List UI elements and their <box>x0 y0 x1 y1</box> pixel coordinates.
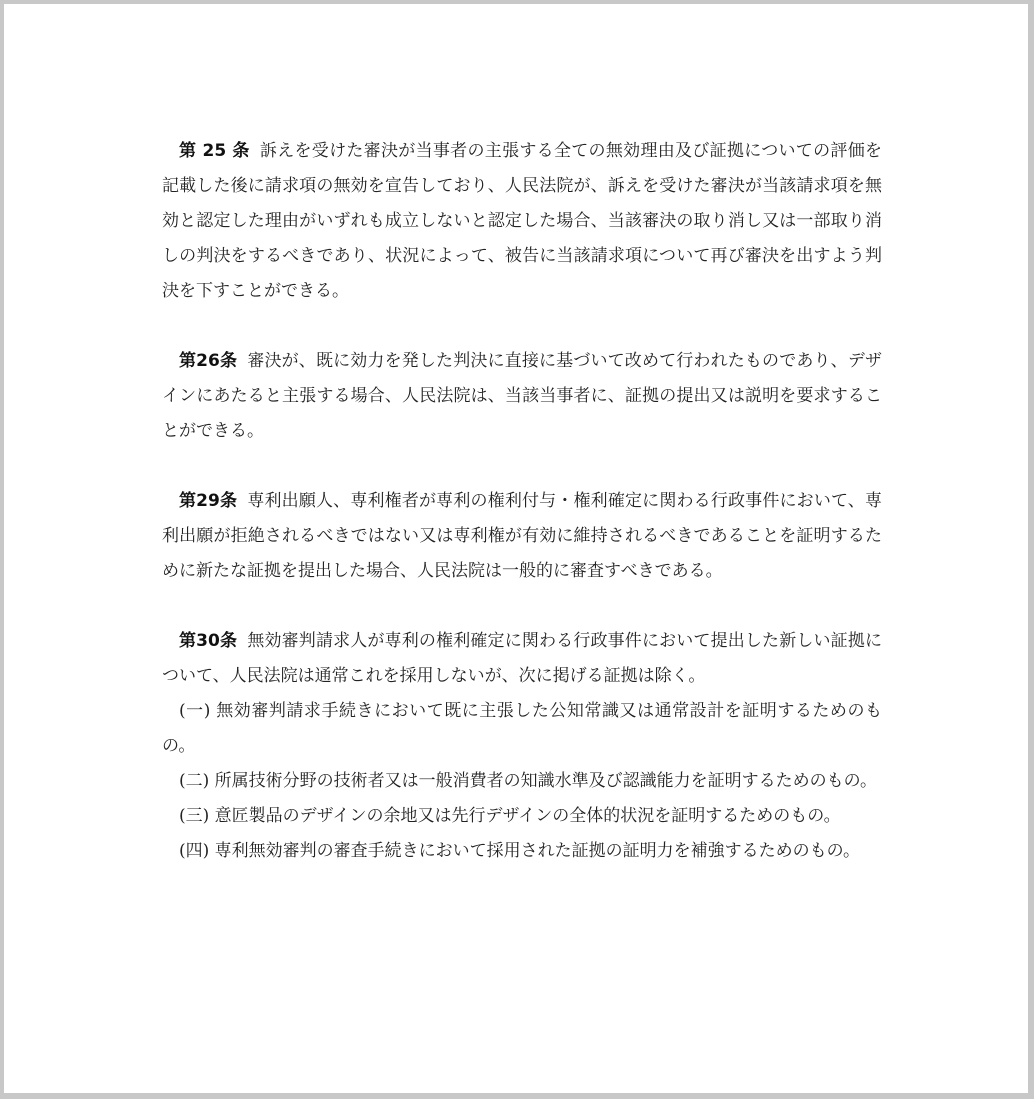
list-item-4: (四) 専利無効審判の審査手続きにおいて採用された証拠の証明力を補強するためのもの。 <box>179 841 860 861</box>
article-body: 専利出願人、専利権者が専利の権利付与・権利確定に関わる行政事件において、専利出願が拒絶されるべきではない又は専利権が有効に維持されるべきであることを証明するために新たな証拠を提出した場合、人民法院は一般的に審査すべきである。 <box>162 491 882 581</box>
article-body: 審決が、既に効力を発した判決に直接に基づいて改めて行われたものであり、デザインにあたると主張する場合、人民法院は、当該当事者に、証拠の提出又は説明を要求することができる。 <box>162 351 882 441</box>
article-25 <box>162 134 882 309</box>
article-paragraph <box>162 624 882 694</box>
list-item-1: (一) 無効審判請求手続きにおいて既に主張した公知常識又は通常設計を証明するためのもの。 <box>162 701 882 756</box>
article-paragraph <box>162 484 882 589</box>
article-paragraph <box>162 344 882 449</box>
article-body: 無効審判請求人が専利の権利確定に関わる行政事件において提出した新しい証拠について、人民法院は通常これを採用しないが、次に掲げる証拠は除く。 <box>162 631 882 686</box>
article-number: 第29条 <box>179 491 238 511</box>
article-number: 第 25 条 <box>179 141 250 161</box>
list-item-2: (二) 所属技術分野の技術者又は一般消費者の知識水準及び認識能力を証明するためのもの。 <box>179 771 877 791</box>
list-item-3: (三) 意匠製品のデザインの余地又は先行デザインの全体的状況を証明するためのもの。 <box>179 806 841 826</box>
article-number: 第26条 <box>179 351 238 371</box>
article-30 <box>162 624 882 869</box>
article-body: 訴えを受けた審決が当事者の主張する全ての無効理由及び証拠についての評価を記載した後に請求項の無効を宣告しており、人民法院が、訴えを受けた審決が当該請求項を無効と認定した理由がいずれも成立しないと認定した場合、当該審決の取り消し又は一部取り消しの判決をするべきであり、状況によって、被告に当該請求項について再び審決を出すよう判決を下すことができる。 <box>162 141 882 301</box>
article-number: 第30条 <box>179 631 238 651</box>
document-page <box>162 134 882 904</box>
article-29 <box>162 484 882 589</box>
article-paragraph <box>162 134 882 309</box>
article-26 <box>162 344 882 449</box>
